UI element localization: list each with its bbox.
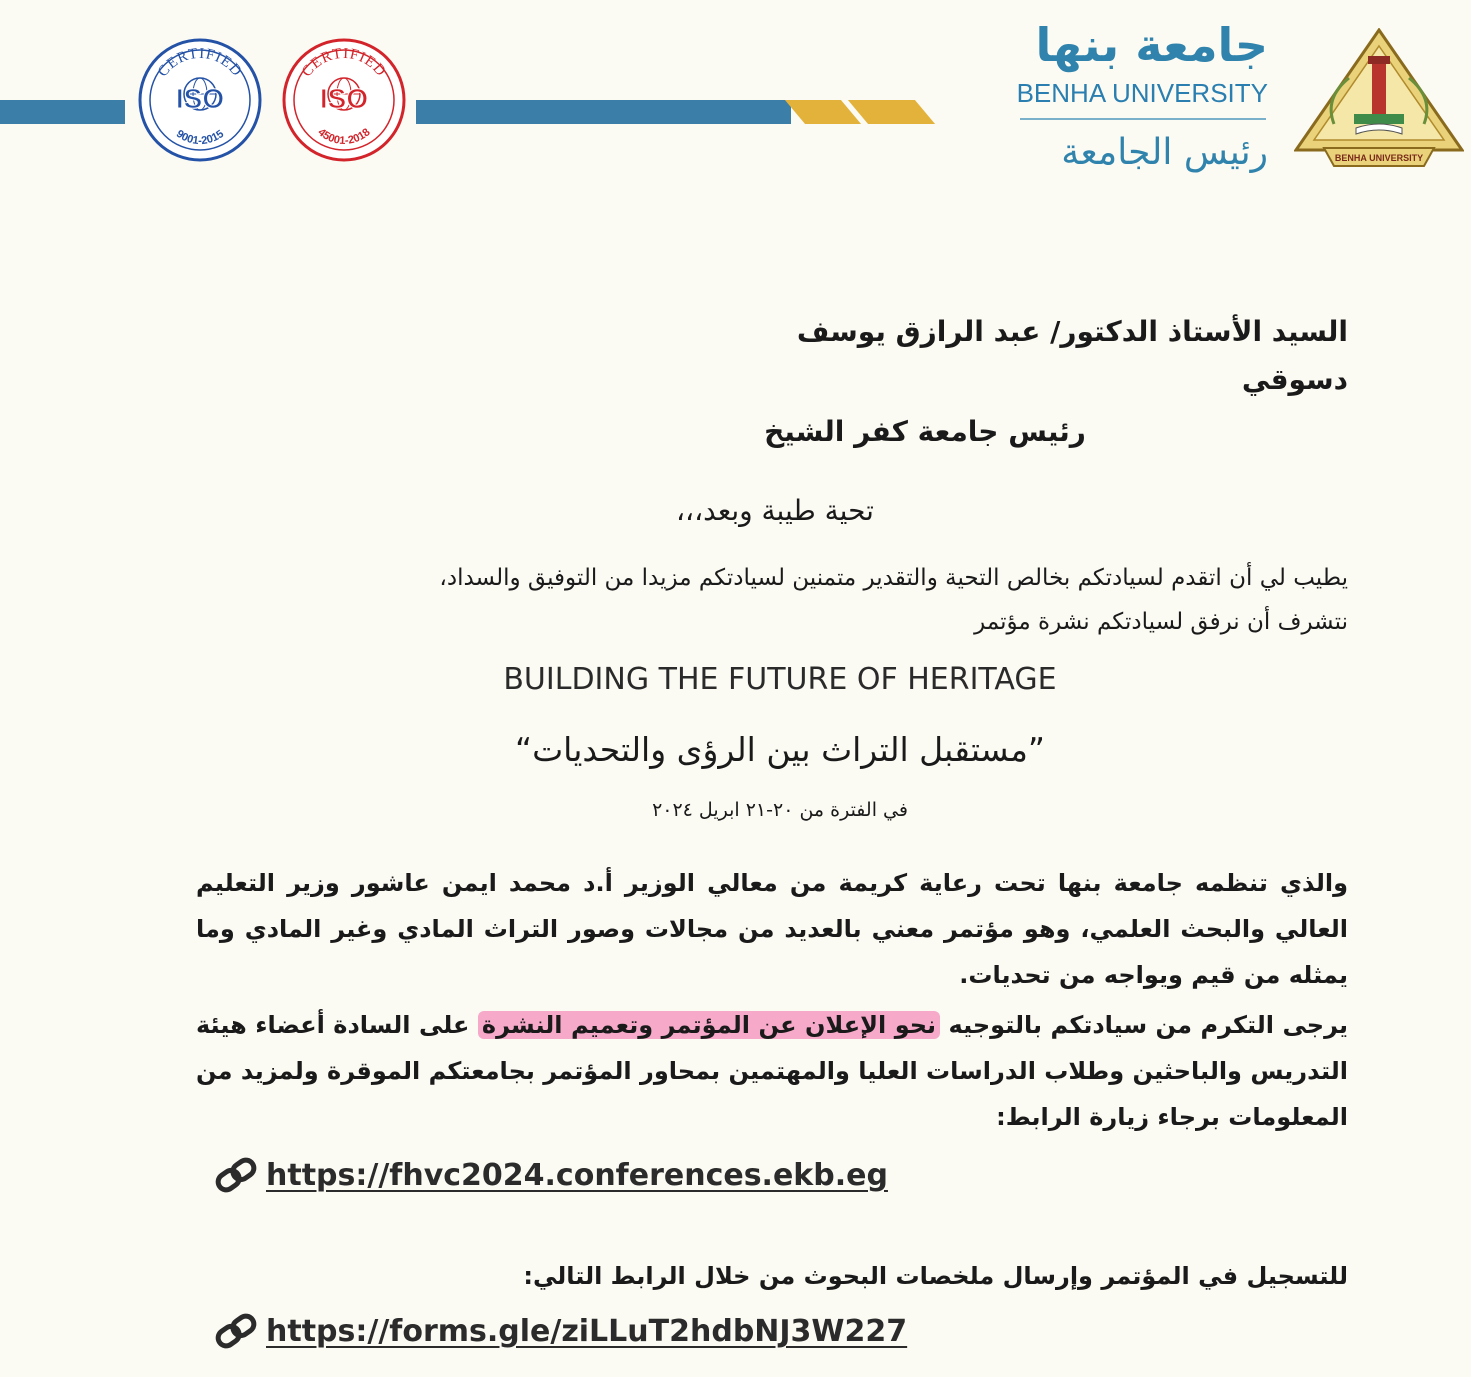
request-text-start: يرجى التكرم من سيادتكم بالتوجيه	[940, 1011, 1349, 1039]
iso-45001-badge	[280, 36, 408, 164]
greeting: تحية طيبة وبعد،،،	[676, 494, 874, 527]
iso-9001-badge	[136, 36, 264, 164]
iso-9001-certified-text: CERTIFIED	[154, 45, 246, 81]
header-stripe-middle	[416, 100, 791, 124]
registration-instruction: للتسجيل في المؤتمر وإرسال ملخصات البحوث من خلال الرابط التالي:	[523, 1262, 1348, 1290]
paragraph-request	[196, 1002, 1348, 1142]
header-stripe-left	[0, 100, 125, 124]
university-name-arabic: جامعة بنها	[1035, 18, 1268, 72]
office-title: رئيس الجامعة	[1061, 132, 1268, 173]
iso-45001-mark: ISO	[319, 83, 369, 114]
paragraph-organizer: والذي تنظمه جامعة بنها تحت رعاية كريمة من معالي الوزير أ.د محمد ايمن عاشور وزير التعليم العالي والبحث العلمي، وهو مؤتمر معني بالعديد من مجالات وصور التراث المادي وغير المادي وما يمثله من قيم ويواجه من تحديات.	[196, 869, 1348, 989]
iso-9001-mark: ISO	[175, 83, 225, 114]
conference-title-arabic: ”مستقبل التراث بين الرؤى والتحديات“	[515, 730, 1045, 769]
logo-label: BENHA UNIVERSITY	[1334, 153, 1424, 163]
intro-line-1: يطيب لي أن اتقدم لسيادتكم بخالص التحية والتقدير متمنين لسيادتكم مزيدا من التوفيق والسداد،	[439, 565, 1348, 591]
recipient-title: رئيس جامعة كفر الشيخ	[764, 415, 1086, 448]
recipient-name: السيد الأستاذ الدكتور/ عبد الرازق يوسف دسوقي	[796, 315, 1348, 396]
benha-university-logo	[1294, 28, 1464, 170]
registration-link-row[interactable]	[212, 1308, 932, 1354]
link-chain-icon	[212, 1311, 260, 1351]
conference-website-link[interactable]: https://fhvc2024.conferences.ekb.eg	[266, 1157, 888, 1193]
header-chevron-1	[785, 100, 861, 124]
conference-dates: في الفترة من ٢٠-٢١ ابريل ٢٠٢٤	[652, 799, 908, 821]
intro-line-2: نتشرف أن نرفق لسيادتكم نشرة مؤتمر	[974, 609, 1348, 635]
conference-link-row[interactable]	[212, 1152, 912, 1198]
link-chain-icon	[212, 1155, 260, 1195]
highlighted-phrase: نحو الإعلان عن المؤتمر وتعميم النشرة	[478, 1011, 940, 1039]
registration-form-link[interactable]: https://forms.gle/ziLLuT2hdbNJ3W227	[266, 1313, 908, 1349]
conference-title-english: BUILDING THE FUTURE OF HERITAGE	[503, 662, 1057, 697]
iso-45001-standard: 45001-2018	[315, 126, 373, 148]
header-divider	[1020, 118, 1266, 120]
iso-45001-certified-text: CERTIFIED	[298, 45, 390, 81]
iso-9001-standard: 9001-2015	[173, 127, 227, 148]
university-name-english: BENHA UNIVERSITY	[1016, 78, 1268, 108]
request-text-end: على السادة أعضاء هيئة التدريس والباحثين وطلاب الدراسات العليا والمهتمين بمحاور المؤتمر بجامعتكم الموقرة ولمزيد من المعلومات برجاء زيارة الرابط:	[196, 1011, 1348, 1131]
